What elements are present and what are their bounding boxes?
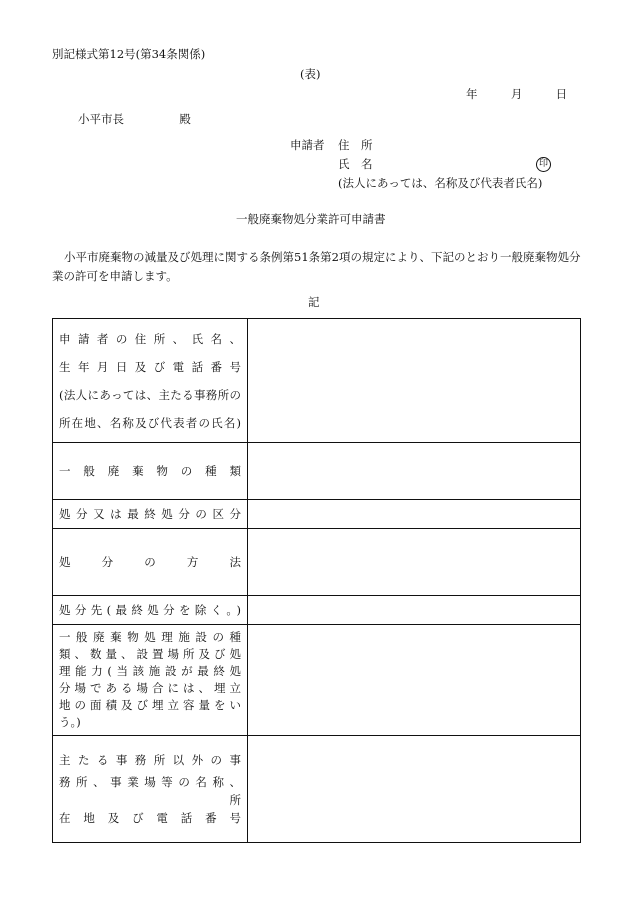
label-line: 処分又は最終処分の区分 xyxy=(59,507,241,521)
row-value[interactable] xyxy=(248,596,581,625)
label-line: 分場である場合には、埋立 xyxy=(59,681,241,695)
seal-icon: 印 xyxy=(536,157,551,172)
table-row xyxy=(53,736,581,843)
table-row xyxy=(53,500,581,529)
label-line: 務所、事業場等の名称、 xyxy=(59,775,241,789)
addressee xyxy=(78,111,191,127)
body-text: 小平市廃棄物の減量及び処理に関する条例第51条第2項の規定により、下記のとおり一般廃棄物処分業の許可を申請します。 xyxy=(52,250,581,283)
date-month: 月 xyxy=(510,87,523,101)
address-label: 住 所 xyxy=(338,138,373,152)
document-title: 一般廃棄物処分業許可申請書 xyxy=(236,212,386,226)
row-label xyxy=(53,529,248,596)
form-id: 別記様式第12号(第34条関係) xyxy=(52,47,206,61)
label-line: 処分の方法 xyxy=(59,555,241,569)
addressee-name: 小平市長 xyxy=(78,112,124,126)
label-line: 地の面積及び埋立容量をい xyxy=(59,698,241,712)
date-line xyxy=(466,86,567,102)
seal-mark xyxy=(536,155,551,172)
date-day: 日 xyxy=(555,87,568,101)
table-row xyxy=(53,625,581,736)
row-value[interactable] xyxy=(248,736,581,843)
date-year: 年 xyxy=(466,87,478,101)
applicant-note: (法人にあっては、名称及び代表者氏名) xyxy=(338,176,543,190)
label-line: 理能力(当該施設が最終処 xyxy=(59,664,241,678)
row-value[interactable] xyxy=(248,319,581,443)
row-label xyxy=(53,319,248,443)
label-line: 一般廃棄物の種類 xyxy=(59,464,241,478)
label-line: 処分先(最終処分を除く。) xyxy=(59,603,241,617)
name-label: 氏 名 xyxy=(338,157,373,171)
label-line: 主たる事務所以外の事 xyxy=(59,753,241,767)
label-line: 生年月日及び電話番号 xyxy=(59,359,241,374)
application-table xyxy=(52,318,581,843)
label-line: 所 xyxy=(229,793,241,807)
row-value[interactable] xyxy=(248,500,581,529)
row-value[interactable] xyxy=(248,625,581,736)
row-label xyxy=(53,596,248,625)
row-value[interactable] xyxy=(248,443,581,500)
label-line: (法人にあっては、主たる事務所の xyxy=(59,387,241,402)
side-marker: (表) xyxy=(300,67,321,81)
applicant-role: 申請者 xyxy=(290,138,325,152)
row-value[interactable] xyxy=(248,529,581,596)
label-line: う。) xyxy=(59,715,81,729)
honorific: 殿 xyxy=(179,112,191,126)
table-row xyxy=(53,319,581,443)
label-line: 所在地、名称及び代表者の氏名) xyxy=(59,415,241,430)
label-line: 在地及び電話番号 xyxy=(59,811,241,825)
table-row xyxy=(53,596,581,625)
row-label xyxy=(53,443,248,500)
row-label xyxy=(53,625,248,736)
label-line: 申請者の住所、氏名、 xyxy=(59,331,241,346)
table-row xyxy=(53,529,581,596)
label-line: 一般廃棄物処理施設の種 xyxy=(59,630,241,644)
row-label xyxy=(53,500,248,529)
label-line: 類、数量、設置場所及び処 xyxy=(59,647,241,661)
table-row xyxy=(53,443,581,500)
row-label xyxy=(53,736,248,843)
ki-heading: 記 xyxy=(308,295,320,309)
